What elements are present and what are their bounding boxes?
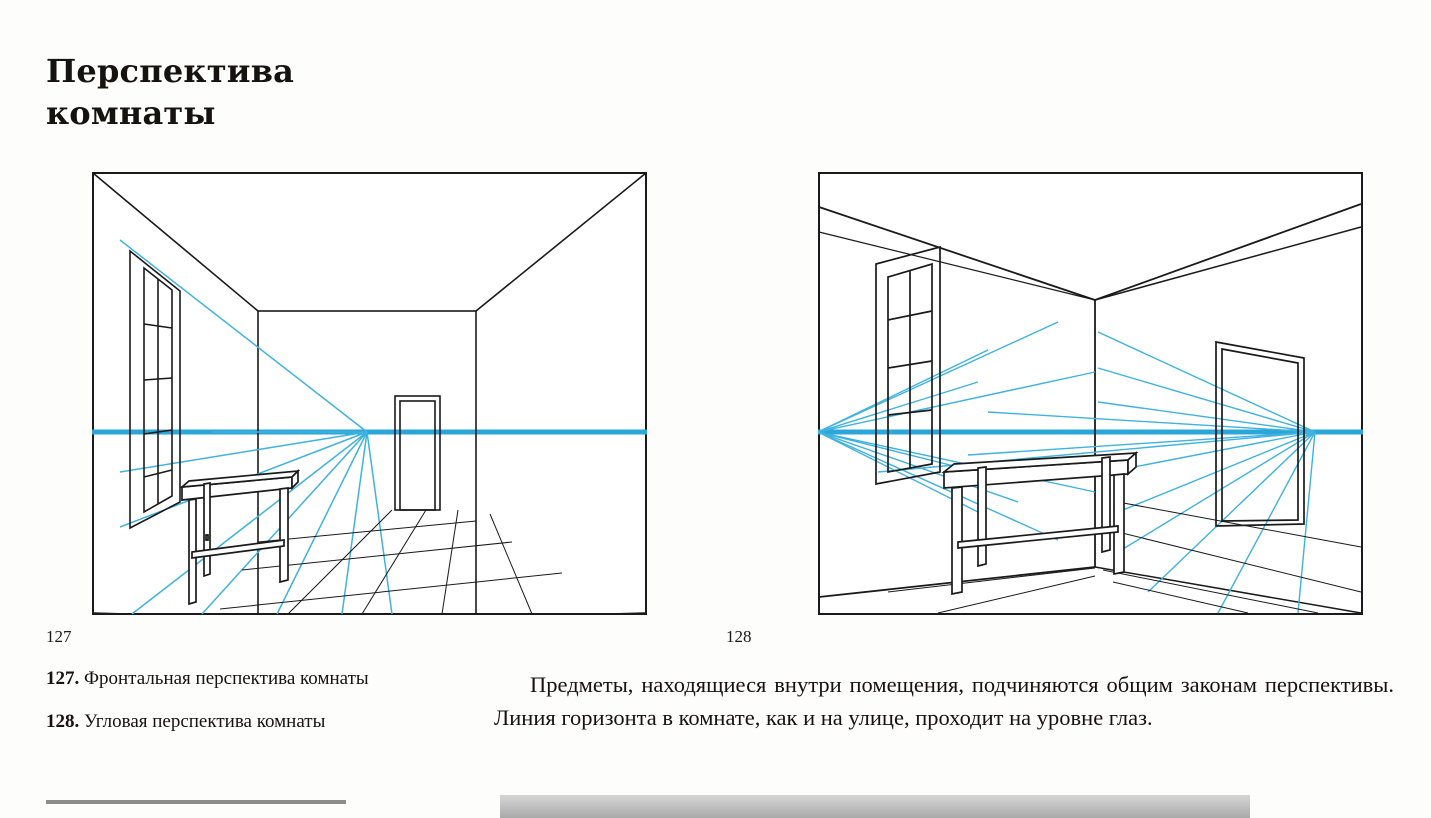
bottom-left-rule (46, 800, 346, 804)
figure-captions (46, 666, 376, 752)
figure-128-drawing (818, 172, 1363, 615)
body-paragraph: Предметы, находящиеся внутри помещения, подчиняются общим законам перспективы. Линия горизонта в комнате, как и на улице, проходит на уровне глаз. (494, 672, 1394, 730)
bottom-gray-strip (500, 795, 1250, 818)
body-text (494, 668, 1394, 734)
page-title (46, 50, 466, 134)
figure-127 (92, 172, 647, 615)
page-title-line1: Перспектива (46, 52, 295, 90)
figure-128 (818, 172, 1363, 615)
figure-127-number: 127 (46, 627, 72, 646)
figure-128-number: 128 (726, 627, 752, 646)
caption-127-number: 127. (46, 668, 80, 689)
caption-128 (46, 709, 376, 735)
caption-127-text: Фронтальная перспектива комнаты (79, 668, 369, 689)
caption-128-text: Угловая перспектива комнаты (79, 711, 326, 732)
caption-128-number: 128. (46, 711, 80, 732)
caption-127 (46, 666, 376, 692)
page-title-line2: комнаты (46, 94, 216, 132)
figure-127-drawing (92, 172, 647, 615)
